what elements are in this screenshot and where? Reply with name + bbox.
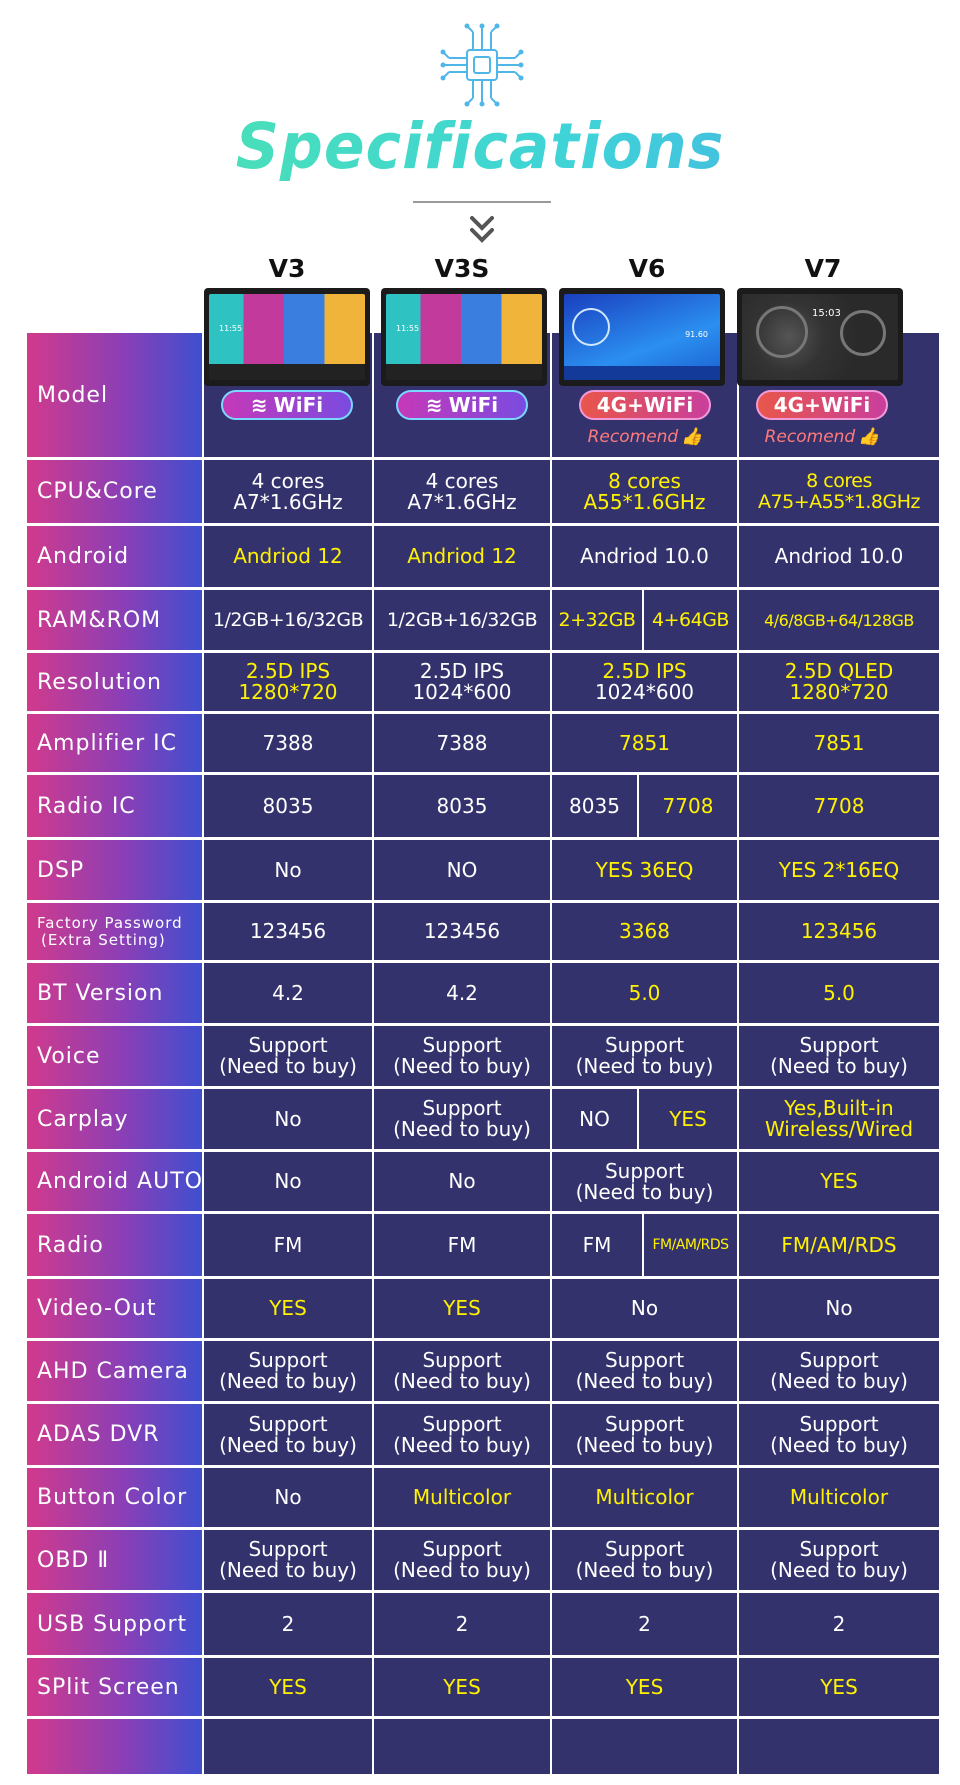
wifi-badge-v3: ≋ WiFi: [221, 390, 353, 420]
recommend-tag-v7: Recomend 👍: [764, 427, 880, 447]
recommend-tag-v6: Recomend 👍: [587, 427, 703, 447]
thumbs-up-icon: 👍: [681, 427, 703, 447]
cell-adas-v3: Support (Need to buy): [219, 1411, 357, 1457]
cell-cpu-v3: 4 cores A7*1.6GHz: [233, 468, 343, 514]
cell-password-v6: 3368: [619, 919, 670, 943]
model-name-v6: V6: [628, 254, 666, 283]
cell-video-out-v3: YES: [269, 1296, 307, 1320]
cell-password-v3s: 123456: [423, 919, 501, 943]
cell-resolution-v6: 2.5D IPS 1024*600: [594, 659, 695, 704]
page-title: Specifications: [0, 110, 960, 184]
cell-button-color-v6: Multicolor: [595, 1485, 694, 1509]
row-label-dsp: DSP: [37, 857, 85, 883]
cell-adas-v3s: Support (Need to buy): [393, 1411, 531, 1457]
cell-radio-v3: FM: [273, 1232, 303, 1257]
screen-readout: 91.60: [685, 330, 708, 339]
row-label-resolution: Resolution: [37, 669, 162, 695]
thumbs-up-icon: 👍: [858, 427, 880, 447]
cell-cpu-v3s: 4 cores A7*1.6GHz: [407, 468, 517, 514]
4g-wifi-badge-v6: 4G+WiFi: [579, 390, 711, 420]
cell-voice-v3s: Support (Need to buy): [393, 1033, 531, 1078]
cell-obd-v7: Support (Need to buy): [770, 1537, 908, 1582]
row-label-android: Android: [37, 544, 130, 569]
cell-dsp-v3: No: [274, 857, 302, 882]
cell-amplifier-v3s: 7388: [436, 730, 488, 755]
cell-password-v3: 123456: [249, 919, 327, 943]
cell-carplay-v3s: Support (Need to buy): [393, 1096, 531, 1141]
cell-android-v3: Andriod 12: [233, 544, 343, 568]
row-label-ram: RAM&ROM: [37, 607, 162, 633]
cell-ahd-v3: Support (Need to buy): [219, 1348, 357, 1393]
title-divider: [413, 201, 551, 203]
cell-button-color-v3: No: [274, 1485, 302, 1509]
row-label-voice: Voice: [37, 1043, 101, 1069]
row-label-android-auto: Android AUTO: [37, 1169, 203, 1194]
screen-clock: 11:55: [396, 324, 420, 333]
row-label-ahd-camera: AHD Camera: [37, 1358, 189, 1384]
cell-ahd-v6: Support (Need to buy): [575, 1348, 714, 1393]
cell-android-v3s: Andriod 12: [407, 544, 517, 568]
row-label-amplifier: Amplifier IC: [37, 730, 177, 756]
row-label-video-out: Video-Out: [37, 1296, 157, 1321]
cell-radio-ic-v3s: 8035: [436, 793, 488, 818]
cell-ahd-v3s: Support (Need to buy): [393, 1348, 531, 1393]
model-name-v7: V7: [804, 254, 842, 283]
cell-resolution-v3: 2.5D IPS 1280*720: [238, 659, 338, 704]
cell-android-auto-v7: YES: [820, 1169, 858, 1193]
product-image-v7: [737, 288, 903, 386]
cell-carplay-v7: Yes,Built-in Wireless/Wired: [764, 1096, 914, 1141]
row-label-radio: Radio: [37, 1232, 104, 1258]
cell-resolution-v7: 2.5D QLED 1280*720: [784, 659, 894, 704]
row-label-model: Model: [37, 382, 109, 408]
cell-video-out-v3s: YES: [443, 1296, 481, 1320]
cell-adas-v7: Support (Need to buy): [770, 1411, 908, 1457]
cell-split-v3: YES: [269, 1674, 307, 1699]
cell-obd-v3: Support (Need to buy): [219, 1537, 357, 1582]
cell-split-v6: YES: [625, 1674, 664, 1699]
cell-android-v7: Andriod 10.0: [774, 544, 904, 568]
cell-bt-v3: 4.2: [272, 980, 304, 1005]
cell-split-v3s: YES: [443, 1674, 481, 1699]
cell-button-color-v7: Multicolor: [789, 1485, 889, 1509]
cell-adas-v6: Support (Need to buy): [575, 1411, 714, 1457]
screen-clock: 11:55: [219, 324, 243, 333]
circuit-chip-icon: [437, 20, 527, 110]
cell-ram-v7: 4/6/8GB+64/128GB: [764, 610, 914, 630]
cell-password-v7: 123456: [800, 919, 878, 943]
cell-dsp-v6: YES 36EQ: [595, 857, 694, 882]
cell-voice-v6: Support (Need to buy): [575, 1033, 714, 1078]
row-divider: [27, 1716, 939, 1719]
cell-dsp-v3s: NO: [446, 857, 478, 882]
cell-android-auto-v3: No: [274, 1169, 302, 1193]
cell-android-v6: Andriod 10.0: [580, 544, 709, 568]
cell-ram-v6-a: 2+32GB: [558, 608, 636, 631]
screen-clock: 15:03: [812, 308, 841, 319]
row-label-adas-dvr: ADAS DVR: [37, 1422, 160, 1447]
cell-amplifier-v3: 7388: [262, 730, 314, 755]
cell-ahd-v7: Support (Need to buy): [770, 1348, 908, 1393]
row-label-usb: USB Support: [37, 1611, 188, 1637]
cell-video-out-v7: No: [825, 1296, 853, 1320]
cell-radio-v6-a: FM: [582, 1232, 612, 1257]
product-image-v3: [204, 288, 370, 386]
spec-header: [0, 0, 960, 330]
cell-obd-v6: Support (Need to buy): [575, 1537, 714, 1582]
row-label-button-color: Button Color: [37, 1485, 188, 1510]
cell-bt-v3s: 4.2: [446, 980, 478, 1005]
cell-carplay-v6-b: YES: [669, 1106, 707, 1131]
cell-dsp-v7: YES 2*16EQ: [778, 857, 900, 882]
product-image-v3s: [381, 288, 547, 386]
wifi-badge-v3s: ≋ WiFi: [396, 390, 528, 420]
cell-split-v7: YES: [820, 1674, 858, 1699]
row-label-bt: BT Version: [37, 980, 164, 1006]
cell-button-color-v3s: Multicolor: [412, 1485, 512, 1509]
cell-radio-v7: FM/AM/RDS: [781, 1232, 897, 1257]
cell-amplifier-v7: 7851: [813, 730, 865, 755]
cell-bt-v7: 5.0: [823, 980, 855, 1005]
cell-bt-v6: 5.0: [628, 980, 661, 1005]
cell-cpu-v7: 8 cores A75+A55*1.8GHz: [758, 469, 920, 513]
cell-resolution-v3s: 2.5D IPS 1024*600: [412, 659, 512, 704]
cell-usb-v7: 2: [832, 1611, 846, 1636]
cell-carplay-v3: No: [274, 1106, 302, 1131]
model-name-v3s: V3S: [434, 254, 490, 283]
row-label-obd: OBD Ⅱ: [37, 1547, 110, 1573]
row-label-carplay: Carplay: [37, 1106, 129, 1132]
cell-android-auto-v6: Support (Need to buy): [575, 1158, 714, 1204]
cell-ram-v3: 1/2GB+16/32GB: [212, 608, 364, 631]
row-label-factory-password: Factory Password (Extra Setting): [37, 913, 183, 949]
double-chevron-down-icon: [464, 212, 500, 248]
cell-usb-v6: 2: [638, 1611, 651, 1636]
cell-ram-v6-b: 4+64GB: [652, 608, 729, 631]
cell-radio-v6-b: FM/AM/RDS: [652, 1236, 729, 1253]
product-image-v6: [559, 288, 725, 386]
wifi-icon: ≋: [250, 393, 268, 417]
cell-usb-v3s: 2: [455, 1611, 469, 1636]
cell-radio-ic-v6-b: 7708: [662, 793, 714, 818]
cell-voice-v7: Support (Need to buy): [770, 1033, 908, 1078]
cell-obd-v3s: Support (Need to buy): [393, 1537, 531, 1582]
cell-ram-v3s: 1/2GB+16/32GB: [386, 608, 538, 631]
cell-radio-ic-v7: 7708: [813, 793, 865, 818]
4g-wifi-badge-v7: 4G+WiFi: [756, 390, 888, 420]
model-name-v3: V3: [268, 254, 306, 283]
cell-carplay-v6-a: NO: [579, 1106, 610, 1131]
cell-radio-ic-v6-a: 8035: [569, 793, 620, 818]
row-label-split-screen: SPlit Screen: [37, 1674, 180, 1700]
cell-voice-v3: Support (Need to buy): [219, 1033, 357, 1078]
cell-usb-v3: 2: [281, 1611, 295, 1636]
row-label-cpu: CPU&Core: [37, 479, 158, 504]
cell-radio-v3s: FM: [447, 1232, 477, 1257]
row-label-radio-ic: Radio IC: [37, 793, 136, 819]
cell-cpu-v6: 8 cores A55*1.6GHz: [583, 468, 706, 514]
cell-video-out-v6: No: [630, 1296, 659, 1320]
cell-amplifier-v6: 7851: [619, 730, 670, 755]
spec-table: [27, 308, 939, 1774]
cell-radio-ic-v3: 8035: [262, 793, 314, 818]
cell-android-auto-v3s: No: [448, 1169, 476, 1193]
wifi-icon: ≋: [425, 393, 443, 417]
